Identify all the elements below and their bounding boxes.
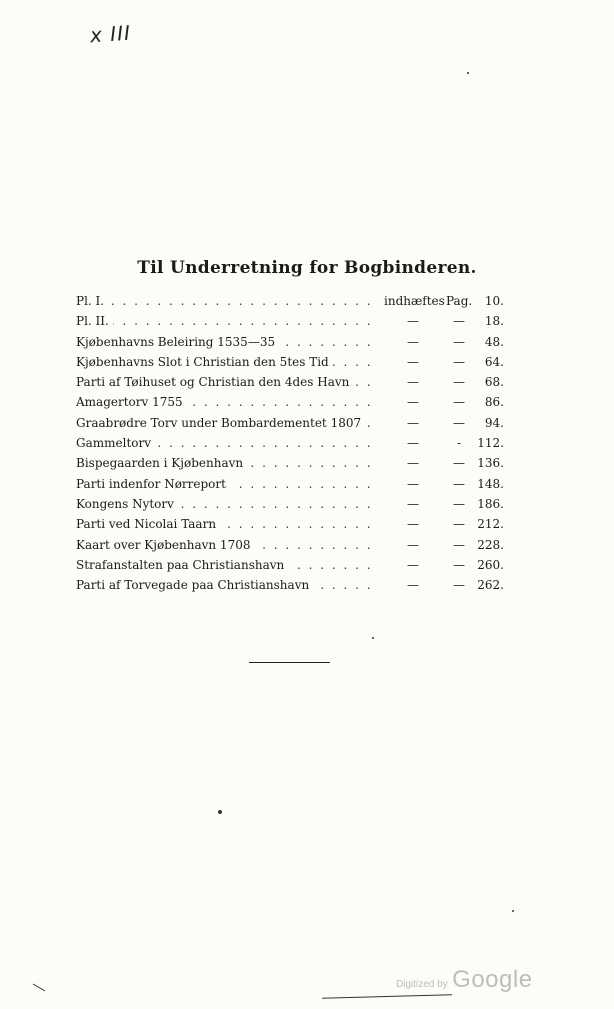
toc-label [76, 372, 376, 392]
toc-label [76, 555, 376, 575]
toc-label [76, 433, 376, 453]
toc-label-text: Pl. I. [76, 294, 108, 308]
toc-label [76, 291, 376, 311]
toc-pag-label: - [456, 436, 462, 451]
toc-page-number: 48. [484, 334, 504, 349]
toc-row [76, 535, 506, 555]
toc-binding-note: — [407, 375, 419, 390]
toc-label-text: Gammeltorv [76, 436, 155, 450]
toc-binding-note: — [407, 557, 419, 572]
toc-label-text: Bispegaarden i Kjøbenhavn [76, 456, 247, 470]
toc-label [76, 514, 376, 534]
toc-binding-note: — [407, 334, 419, 349]
toc-row [76, 413, 506, 433]
toc-binding-note: — [407, 496, 419, 511]
toc-pag-label: Pag. [446, 294, 473, 308]
handwritten-note: x III [89, 20, 132, 48]
toc-page-number: 212. [477, 517, 504, 532]
google-logo: Google [452, 966, 533, 993]
toc-pag-label: — [453, 557, 465, 572]
toc-page-number: 228. [477, 537, 504, 552]
toc-row [76, 453, 506, 473]
toc-label-text: Strafanstalten paa Christianshavn [76, 558, 288, 572]
ink-speck [372, 637, 374, 639]
toc-row [76, 514, 506, 534]
toc-binding-note: — [407, 476, 419, 491]
toc-binding-note: — [407, 395, 419, 410]
toc-row [76, 474, 506, 494]
ink-speck [467, 72, 469, 74]
toc-label [76, 453, 376, 473]
corner-scan-mark [33, 984, 46, 992]
toc-binding-note: — [407, 314, 419, 329]
toc-pag-label: — [453, 395, 465, 410]
toc-label [76, 575, 376, 595]
toc-binding-note: — [407, 436, 419, 451]
toc-label [76, 494, 376, 514]
plate-list [76, 291, 506, 595]
toc-row [76, 555, 506, 575]
toc-row [76, 433, 506, 453]
toc-label [76, 392, 376, 412]
toc-page-number: 136. [477, 456, 504, 471]
toc-page-number: 64. [484, 354, 504, 369]
toc-label [76, 352, 376, 372]
toc-label-text: Kaart over Kjøbenhavn 1708 [76, 538, 254, 552]
toc-pag-label: — [453, 334, 465, 349]
toc-binding-note: — [407, 456, 419, 471]
ink-speck [512, 910, 514, 912]
toc-pag-label: — [453, 496, 465, 511]
toc-row [76, 575, 506, 595]
toc-page-number: 86. [484, 395, 504, 410]
toc-label-text: Kjøbenhavns Slot i Christian den 5tes Tid [76, 355, 333, 369]
toc-page-number: 148. [477, 476, 504, 491]
toc-binding-note: — [407, 578, 419, 593]
toc-pag-label: — [453, 537, 465, 552]
toc-pag-label: — [453, 578, 465, 593]
watermark-small-text: Digitized by [396, 979, 448, 990]
toc-row [76, 291, 506, 311]
toc-pag-label: — [453, 476, 465, 491]
toc-label [76, 311, 376, 331]
toc-label-text: Parti indenfor Nørreport [76, 477, 230, 491]
bottom-scan-mark [322, 994, 452, 998]
section-divider [249, 662, 330, 663]
toc-row [76, 372, 506, 392]
toc-page-number: 10. [484, 294, 504, 308]
toc-page-number: 94. [484, 415, 504, 430]
toc-label-text: Graabrødre Torv under Bombardementet 1807 [76, 416, 365, 430]
toc-page-number: 18. [484, 314, 504, 329]
toc-binding-note: — [407, 415, 419, 430]
toc-row [76, 494, 506, 514]
toc-label [76, 332, 376, 352]
ink-speck [218, 810, 222, 814]
toc-row [76, 332, 506, 352]
toc-label [76, 413, 376, 433]
toc-label-text: Parti af Tøihuset og Christian den 4des Havn [76, 375, 353, 389]
toc-label [76, 535, 376, 555]
toc-label [76, 474, 376, 494]
toc-page-number: 262. [477, 578, 504, 593]
toc-page-number: 186. [477, 496, 504, 511]
toc-page-number: 112. [477, 436, 504, 451]
toc-binding-note: — [407, 354, 419, 369]
toc-pag-label: — [453, 354, 465, 369]
toc-label-text: Pl. II. [76, 314, 113, 328]
toc-pag-label: — [453, 314, 465, 329]
toc-pag-label: — [453, 517, 465, 532]
toc-binding-note: indhæftes [384, 294, 445, 308]
toc-pag-label: — [453, 415, 465, 430]
toc-page-number: 68. [484, 375, 504, 390]
toc-binding-note: — [407, 517, 419, 532]
toc-pag-label: — [453, 375, 465, 390]
toc-label-text: Kongens Nytorv [76, 497, 178, 511]
digitized-watermark [396, 966, 533, 994]
toc-row [76, 392, 506, 412]
toc-label-text: Amagertorv 1755 [76, 395, 187, 409]
toc-pag-label: — [453, 456, 465, 471]
toc-row [76, 311, 506, 331]
toc-binding-note: — [407, 537, 419, 552]
toc-page-number: 260. [477, 557, 504, 572]
toc-row [76, 352, 506, 372]
toc-label-text: Parti af Torvegade paa Christianshavn [76, 578, 313, 592]
toc-label-text: Kjøbenhavns Beleiring 1535—35 [76, 335, 279, 349]
page-title: Til Underretning for Bogbinderen. [137, 258, 477, 278]
toc-label-text: Parti ved Nicolai Taarn [76, 517, 220, 531]
